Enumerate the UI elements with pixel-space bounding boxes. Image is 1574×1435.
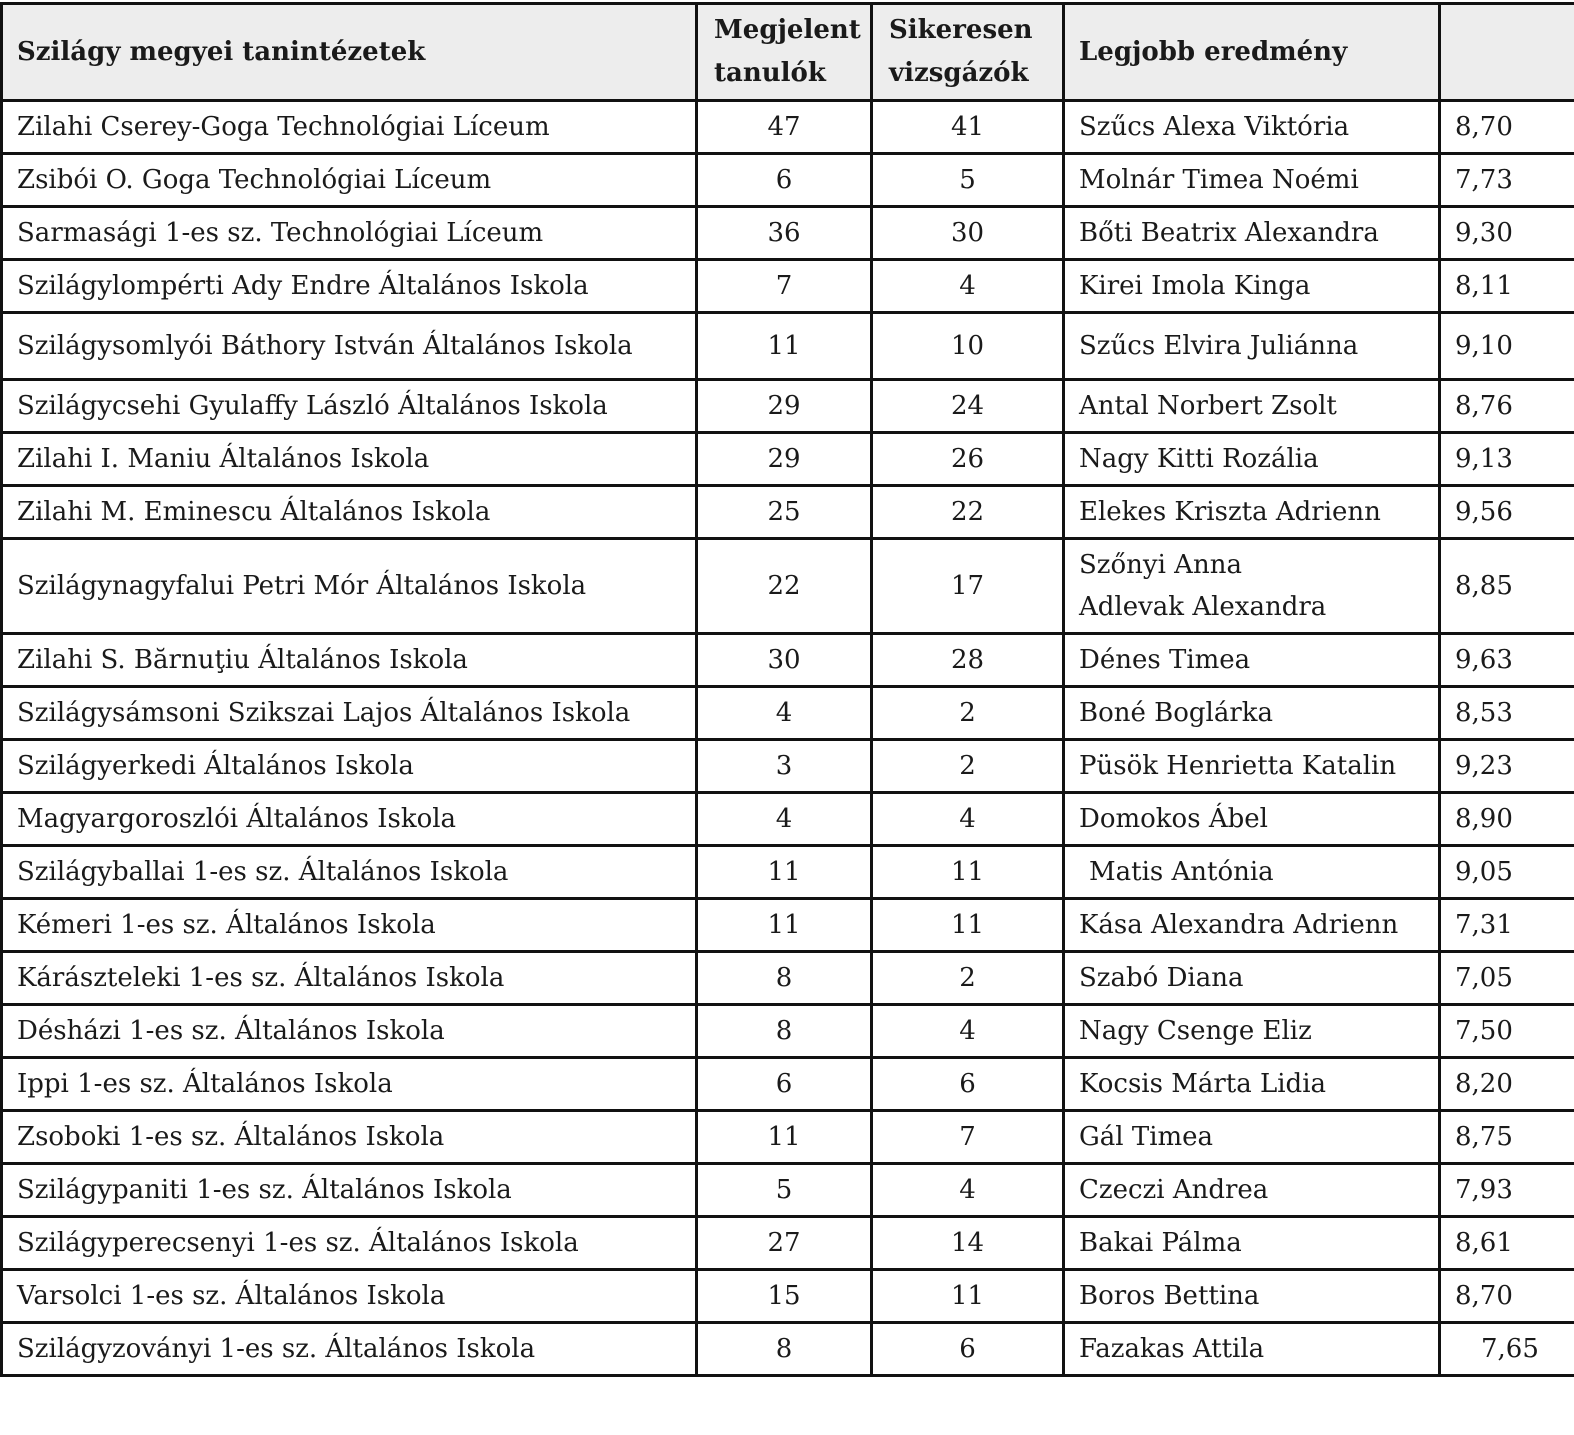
present-cell: 8 — [697, 952, 872, 1005]
present-cell: 25 — [697, 486, 872, 539]
present-cell: 15 — [697, 1270, 872, 1323]
present-cell: 47 — [697, 101, 872, 154]
school-cell: Zilahi M. Eminescu Általános Iskola — [2, 486, 697, 539]
passed-cell: 10 — [872, 313, 1064, 380]
best-student-cell: Kocsis Márta Lidia — [1064, 1058, 1440, 1111]
table-row — [2, 1005, 1574, 1058]
school-cell: Zsibói O. Goga Technológiai Líceum — [2, 154, 697, 207]
grade-cell: 7,05 — [1440, 952, 1574, 1005]
table-row — [2, 899, 1574, 952]
present-cell: 29 — [697, 380, 872, 433]
table-row — [2, 1164, 1574, 1217]
best-student-cell: Domokos Ábel — [1064, 793, 1440, 846]
passed-cell: 41 — [872, 101, 1064, 154]
best-student-cell: Boné Boglárka — [1064, 687, 1440, 740]
best-student-cell: Szabó Diana — [1064, 952, 1440, 1005]
passed-cell: 2 — [872, 952, 1064, 1005]
passed-cell: 6 — [872, 1323, 1064, 1376]
table-row — [2, 634, 1574, 687]
best-student-cell: Nagy Csenge Eliz — [1064, 1005, 1440, 1058]
table-row — [2, 1323, 1574, 1376]
present-cell: 6 — [697, 154, 872, 207]
present-cell: 8 — [697, 1323, 872, 1376]
present-cell: 3 — [697, 740, 872, 793]
table-row — [2, 1217, 1574, 1270]
results-sheet — [0, 2, 1574, 1377]
present-cell: 7 — [697, 260, 872, 313]
best-student-cell: Bőti Beatrix Alexandra — [1064, 207, 1440, 260]
school-cell: Szilágynagyfalui Petri Mór Általános Iskola — [2, 539, 697, 634]
grade-cell: 8,70 — [1440, 1270, 1574, 1323]
best-student-name-second: Adlevak Alexandra — [1079, 592, 1327, 622]
school-cell: Szilágyballai 1-es sz. Általános Iskola — [2, 846, 697, 899]
best-student-cell: Püsök Henrietta Katalin — [1064, 740, 1440, 793]
table-row — [2, 793, 1574, 846]
passed-cell: 28 — [872, 634, 1064, 687]
best-student-cell: Fazakas Attila — [1064, 1323, 1440, 1376]
best-student-cell: Nagy Kitti Rozália — [1064, 433, 1440, 486]
table-row — [2, 433, 1574, 486]
best-student-cell: Kirei Imola Kinga — [1064, 260, 1440, 313]
table-row — [2, 486, 1574, 539]
grade-cell: 9,56 — [1440, 486, 1574, 539]
table-row — [2, 313, 1574, 380]
grade-cell: 9,23 — [1440, 740, 1574, 793]
passed-cell: 2 — [872, 740, 1064, 793]
best-student-cell: Bakai Pálma — [1064, 1217, 1440, 1270]
school-cell: Szilágycsehi Gyulaffy László Általános Iskola — [2, 380, 697, 433]
present-cell: 4 — [697, 687, 872, 740]
passed-cell: 4 — [872, 793, 1064, 846]
grade-cell: 8,76 — [1440, 380, 1574, 433]
passed-cell: 4 — [872, 1005, 1064, 1058]
present-cell: 22 — [697, 539, 872, 634]
header-best: Legjobb eredmény — [1064, 4, 1440, 101]
best-student-cell: Czeczi Andrea — [1064, 1164, 1440, 1217]
best-student-cell: Elekes Kriszta Adrienn — [1064, 486, 1440, 539]
grade-cell: 9,05 — [1440, 846, 1574, 899]
present-cell: 6 — [697, 1058, 872, 1111]
table-row — [2, 846, 1574, 899]
best-student-cell: Molnár Timea Noémi — [1064, 154, 1440, 207]
passed-cell: 2 — [872, 687, 1064, 740]
best-student-cell: Matis Antónia — [1064, 846, 1440, 899]
school-cell: Zilahi S. Bărnuţiu Általános Iskola — [2, 634, 697, 687]
present-cell: 30 — [697, 634, 872, 687]
table-row — [2, 207, 1574, 260]
school-cell: Ippi 1-es sz. Általános Iskola — [2, 1058, 697, 1111]
grade-cell: 8,11 — [1440, 260, 1574, 313]
passed-cell: 30 — [872, 207, 1064, 260]
present-cell: 4 — [697, 793, 872, 846]
present-cell: 8 — [697, 1005, 872, 1058]
grade-cell: 8,85 — [1440, 539, 1574, 634]
present-cell: 11 — [697, 846, 872, 899]
passed-cell: 17 — [872, 539, 1064, 634]
passed-cell: 14 — [872, 1217, 1064, 1270]
passed-cell: 4 — [872, 1164, 1064, 1217]
grade-cell: 7,73 — [1440, 154, 1574, 207]
header-present: Megjelent tanulók — [697, 4, 872, 101]
table-row — [2, 1270, 1574, 1323]
present-cell: 27 — [697, 1217, 872, 1270]
grade-cell: 7,50 — [1440, 1005, 1574, 1058]
table-row — [2, 539, 1574, 634]
grade-cell: 8,70 — [1440, 101, 1574, 154]
passed-cell: 4 — [872, 260, 1064, 313]
grade-cell: 8,20 — [1440, 1058, 1574, 1111]
best-student-cell: Szűcs Alexa Viktória — [1064, 101, 1440, 154]
grade-cell: 8,61 — [1440, 1217, 1574, 1270]
school-cell: Kémeri 1-es sz. Általános Iskola — [2, 899, 697, 952]
school-cell: Szilágylompérti Ady Endre Általános Iskola — [2, 260, 697, 313]
school-cell: Désházi 1-es sz. Általános Iskola — [2, 1005, 697, 1058]
school-cell: Zilahi I. Maniu Általános Iskola — [2, 433, 697, 486]
passed-cell: 5 — [872, 154, 1064, 207]
school-cell: Magyargoroszlói Általános Iskola — [2, 793, 697, 846]
grade-cell: 9,10 — [1440, 313, 1574, 380]
passed-cell: 26 — [872, 433, 1064, 486]
best-student-cell: Szűcs Elvira Juliánna — [1064, 313, 1440, 380]
best-student-name: Szőnyi Anna — [1079, 550, 1242, 580]
table-row — [2, 1058, 1574, 1111]
table-row — [2, 101, 1574, 154]
table-row — [2, 687, 1574, 740]
school-cell: Szilágysámsoni Szikszai Lajos Általános Iskola — [2, 687, 697, 740]
school-cell: Kárászteleki 1-es sz. Általános Iskola — [2, 952, 697, 1005]
table-row — [2, 260, 1574, 313]
present-cell: 5 — [697, 1164, 872, 1217]
grade-cell: 7,31 — [1440, 899, 1574, 952]
passed-cell: 11 — [872, 846, 1064, 899]
present-cell: 36 — [697, 207, 872, 260]
results-body — [2, 101, 1574, 1376]
best-student-cell: Dénes Timea — [1064, 634, 1440, 687]
school-cell: Szilágyerkedi Általános Iskola — [2, 740, 697, 793]
grade-cell: 7,65 — [1440, 1323, 1574, 1376]
school-cell: Szilágysomlyói Báthory István Általános Iskola — [2, 313, 697, 380]
table-row — [2, 740, 1574, 793]
best-student-cell: Antal Norbert Zsolt — [1064, 380, 1440, 433]
present-cell: 11 — [697, 313, 872, 380]
school-cell: Varsolci 1-es sz. Általános Iskola — [2, 1270, 697, 1323]
grade-cell: 9,13 — [1440, 433, 1574, 486]
grade-cell: 9,30 — [1440, 207, 1574, 260]
header-school: Szilágy megyei tanintézetek — [2, 4, 697, 101]
school-cell: Szilágyperecsenyi 1-es sz. Általános Iskola — [2, 1217, 697, 1270]
passed-cell: 7 — [872, 1111, 1064, 1164]
results-table — [0, 2, 1574, 1377]
passed-cell: 24 — [872, 380, 1064, 433]
passed-cell: 22 — [872, 486, 1064, 539]
passed-cell: 11 — [872, 1270, 1064, 1323]
grade-cell: 9,63 — [1440, 634, 1574, 687]
best-student-cell: Kása Alexandra Adrienn — [1064, 899, 1440, 952]
header-grade — [1440, 4, 1574, 101]
best-student-cell: Gál Timea — [1064, 1111, 1440, 1164]
table-row — [2, 154, 1574, 207]
present-cell: 11 — [697, 899, 872, 952]
grade-cell: 7,93 — [1440, 1164, 1574, 1217]
school-cell: Zilahi Cserey-Goga Technológiai Líceum — [2, 101, 697, 154]
best-student-cell: Boros Bettina — [1064, 1270, 1440, 1323]
table-row — [2, 1111, 1574, 1164]
present-cell: 11 — [697, 1111, 872, 1164]
passed-cell: 11 — [872, 899, 1064, 952]
school-cell: Zsoboki 1-es sz. Általános Iskola — [2, 1111, 697, 1164]
school-cell: Sarmasági 1-es sz. Technológiai Líceum — [2, 207, 697, 260]
header-row — [2, 4, 1574, 101]
school-cell: Szilágypaniti 1-es sz. Általános Iskola — [2, 1164, 697, 1217]
present-cell: 29 — [697, 433, 872, 486]
table-row — [2, 952, 1574, 1005]
grade-cell: 8,53 — [1440, 687, 1574, 740]
grade-cell: 8,90 — [1440, 793, 1574, 846]
best-student-cell — [1064, 539, 1440, 634]
school-cell: Szilágyzoványi 1-es sz. Általános Iskola — [2, 1323, 697, 1376]
passed-cell: 6 — [872, 1058, 1064, 1111]
grade-cell: 8,75 — [1440, 1111, 1574, 1164]
table-row — [2, 380, 1574, 433]
header-passed: Sikeresen vizsgázók — [872, 4, 1064, 101]
